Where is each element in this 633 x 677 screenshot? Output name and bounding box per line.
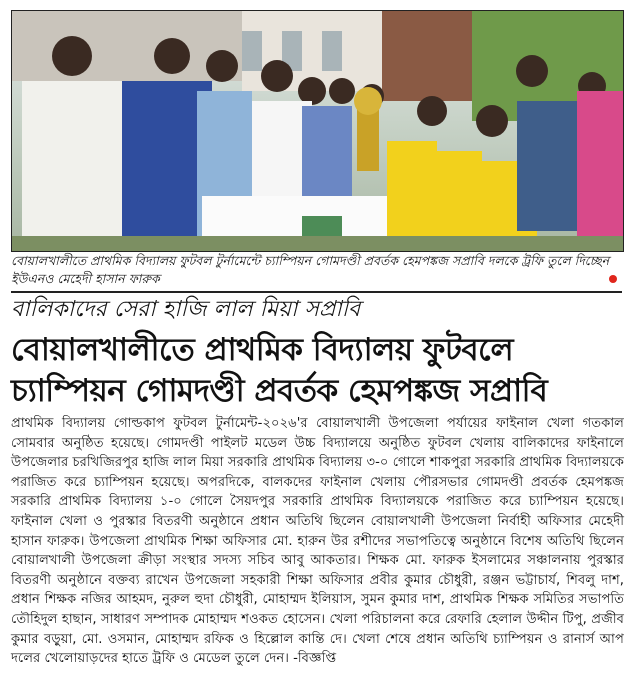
news-photo [11,10,624,252]
photo-illustration [12,11,623,251]
kicker-headline: বালিকাদের সেরা হাজি লাল মিয়া সপ্রাবি [11,297,361,322]
divider [11,291,622,293]
red-dot-marker [609,275,617,283]
main-headline: বোয়ালখালীতে প্রাথমিক বিদ্যালয় ফুটবলে চ্যাম্পিয়ন গোমদণ্ডী প্রবর্তক হেমপঙ্কজ সপ্রাবি [11,332,548,409]
photo-caption: বোয়ালখালীতে প্রাথমিক বিদ্যালয় ফুটবল টুর্নামেন্টে চ্যাম্পিয়ন গোমদণ্ডী প্রবর্তক হেমপঙ্কজ সপ্রাবি দলকে ট্রফি তুলে দিচ্ছেন ইউএনও মেহেদী হাসান ফারুক [11,253,610,286]
article-body: প্রাথমিক বিদ্যালয় গোল্ডকাপ ফুটবল টুর্নামেন্ট-২০২৬'র বোয়ালখালী উপজেলা পর্যায়ের ফাইনাল খেলা গতকাল সোমবার অনুষ্ঠিত হয়েছে। গোমদণ্ডী পাইলট মডেল উচ্চ বিদ্যালয়ে অনুষ্ঠিত ফুটবল খেলায় বালিকাদের ফাইনালে উপজেলার চরখিজিরপুর হাজি লাল মিয়া সরকারি প্রাথমিক বিদ্যালয় ৩-০ গোলে শাকপুরা সরকারি প্রাথমিক বিদ্যালয়কে পরাজিত করে চ্যাম্পিয়ন হয়েছে। অপরদিকে, বালকদের ফাইনাল খেলায় পৌরসভার গোমদণ্ডী প্রবর্তক হেমপঙ্কজ সরকারি প্রাথমিক বিদ্যালয় ১-০ গোলে সৈয়দপুর সরকারি প্রাথমিক বিদ্যালয়কে পরাজিত করে চ্যাম্পিয়ন হয়েছে। ফাইনাল খেলা ও পুরস্কার বিতরণী অনুষ্ঠানে প্রধান অতিথি ছিলেন বোয়ালখালী উপজেলা নির্বাহী অফিসার মেহেদী হাসান ফারুক। উপজেলা প্রাথমিক শিক্ষা অফিসার মো. হারুন উর রশীদের সভাপতিত্বে অনুষ্ঠানে বিশেষ অতিথি ছিলেন বোয়ালখালী উপজেলা ক্রীড়া সংস্থার সদস্য সচিব আবু আকতার। শিক্ষক মো. ফারুক ইসলামের সঞ্চালনায় পুরস্কার বিতরণী অনুষ্ঠানে বক্তব্য রাখেন উপজেলা সহকারী শিক্ষা অফিসার প্রবীর কুমার চৌধুরী, রঞ্জন ভট্টাচার্য, শিবলু দাশ, প্রধান শিক্ষক নজির আহমদ, নুরুল হুদা চৌধুরী, মোহাম্মদ ইলিয়াস, সুমন কুমার দাশ, প্রাথমিক শিক্ষক সমিতির সভাপতি তৌহিদুল হাছান, সাধারণ সম্পাদক মোহাম্মদ শওকত হোসেন। খেলা পরিচালনা করে রেফারি হেলাল উদ্দীন টিপু, প্রজীব কুমার বড়ুয়া, মো. ওসমান, মোহাম্মদ রফিক ও হিল্লোল কান্তি দে। খেলা শেষে প্রধান অতিথি চ্যাম্পিয়ন ও রানার্স আপ দলের খেলোয়াড়দের হাতে ট্রফি ও মেডেল তুলে দেন। -বিজ্ঞপ্তি [11,416,624,667]
